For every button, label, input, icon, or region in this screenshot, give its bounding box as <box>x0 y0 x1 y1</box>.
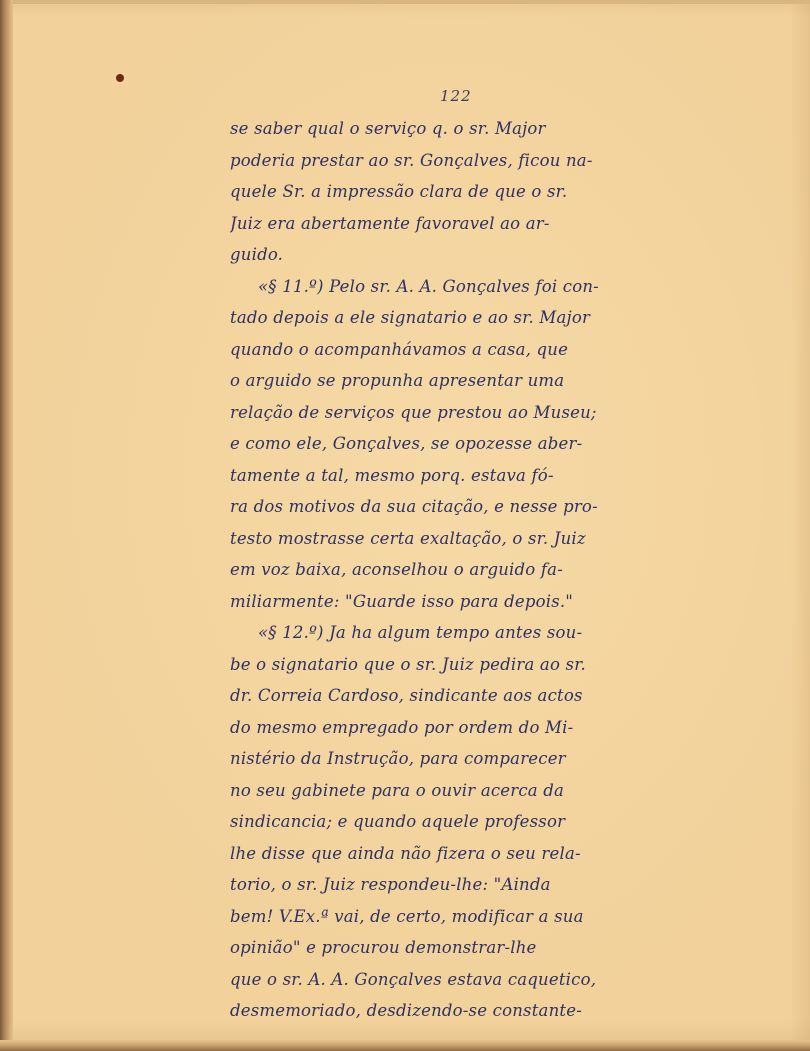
text-line: torio, o sr. Juiz respondeu-lhe: "Ainda <box>230 875 551 894</box>
ink-spot <box>116 74 124 82</box>
text-line: do mesmo empregado por ordem do Mi- <box>230 717 574 737</box>
text-line: em voz baixa, aconselhou o arguido fa- <box>230 560 563 579</box>
text-line: poderia prestar ao sr. Gonçalves, ficou na- <box>230 150 593 170</box>
page-top-edge <box>0 0 810 4</box>
text-line: se saber qual o serviço q. o sr. Major <box>230 119 546 138</box>
text-line: ra dos motivos da sua citação, e nesse pro- <box>230 497 598 516</box>
text-line: que o sr. A. A. Gonçalves estava caquetico, <box>230 969 597 989</box>
text-line: bem! V.Ex.ª vai, de certo, modificar a sua <box>230 906 584 926</box>
text-line: relação de serviços que prestou ao Museu; <box>230 402 597 422</box>
text-line: sindicancia; e quando aquele professor <box>230 812 566 831</box>
text-line: miliarmente: "Guarde isso para depois." <box>230 591 574 611</box>
text-line: desmemoriado, desdizendo-se constante- <box>230 1001 582 1020</box>
page-bottom-edge <box>0 1040 810 1051</box>
text-line: quando o acompanhávamos a casa, que <box>230 339 569 359</box>
text-line: dr. Correia Cardoso, sindicante aos actos <box>230 686 583 705</box>
text-line: opinião" e procurou demonstrar-lhe <box>230 938 537 957</box>
text-line: be o signatario que o sr. Juiz pedira ao sr. <box>230 654 586 674</box>
text-line: tado depois a ele signatario e ao sr. Major <box>230 308 591 327</box>
text-line: e como ele, Gonçalves, se opozesse aber- <box>230 434 583 453</box>
text-line: nistério da Instrução, para comparecer <box>230 749 566 768</box>
text-line: o arguido se propunha apresentar uma <box>230 371 565 390</box>
text-line: guido. <box>230 245 284 264</box>
text-line: tamente a tal, mesmo porq. estava fó- <box>230 465 554 485</box>
text-line: lhe disse que ainda não fizera o seu rela- <box>230 843 581 863</box>
text-line: quele Sr. a impressão clara de que o sr. <box>230 182 568 201</box>
text-line: no seu gabinete para o ouvir acerca da <box>230 780 565 800</box>
page-left-edge <box>0 0 13 1051</box>
text-line: Juiz era abertamente favoravel ao ar- <box>230 213 550 233</box>
text-line: testo mostrasse certa exaltação, o sr. Juiz <box>230 528 586 548</box>
page-number: 122 <box>440 87 472 105</box>
paragraph-12-start: «§ 12.º) Ja ha algum tempo antes sou- <box>258 623 583 642</box>
handwritten-text <box>220 113 690 1027</box>
paragraph-11-start: «§ 11.º) Pelo sr. A. A. Gonçalves foi con- <box>258 276 599 296</box>
